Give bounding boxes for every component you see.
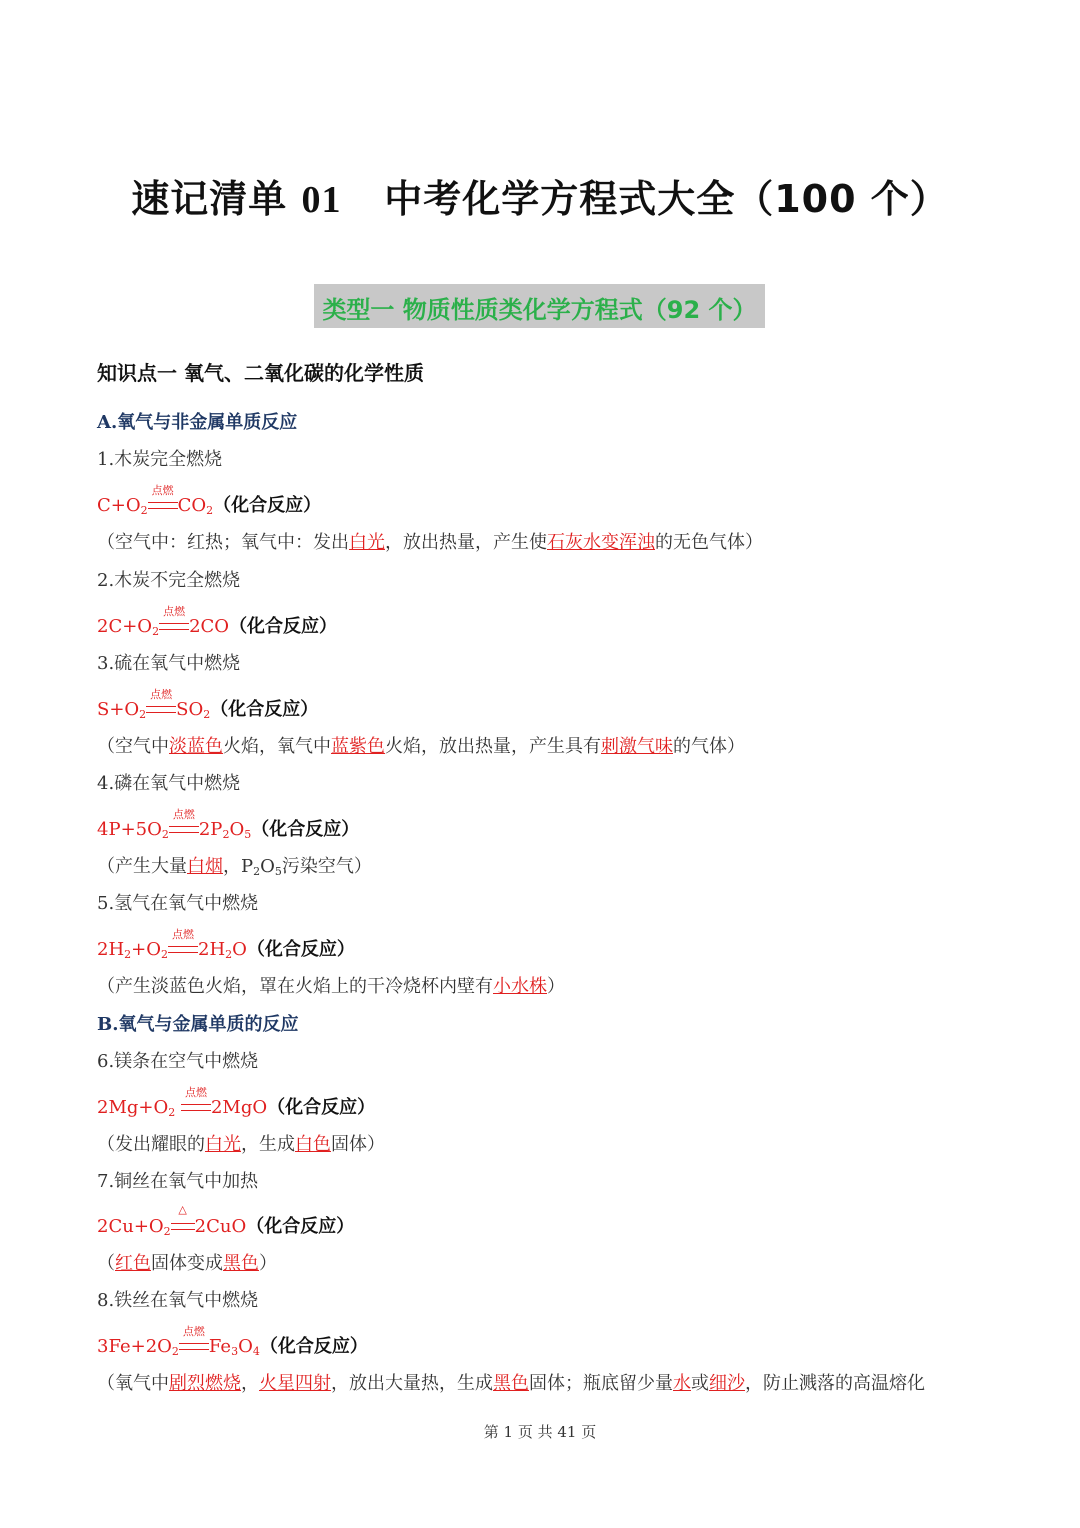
equation-2: $2C+O_2$ 点燃 2CO（化合反应） [97, 605, 338, 638]
note-7: （红色固体变成黑色） [97, 1253, 277, 1274]
item-7: 7.铜丝在氧气中加热 [97, 1171, 259, 1192]
condition-heat: △ [171, 1218, 195, 1236]
type-heading: 类型一 物质性质类化学方程式（92 个） [322, 296, 757, 324]
condition-ignite: 点燃 [168, 941, 198, 959]
condition-ignite: 点燃 [159, 618, 189, 636]
condition-ignite: 点燃 [179, 1338, 209, 1356]
item-8: 8.铁丝在氧气中燃烧 [97, 1290, 259, 1311]
page-footer: 第 1 页 共 41 页 [483, 1423, 597, 1441]
knowledge-point-heading: 知识点一 氧气、二氧化碳的化学性质 [97, 361, 424, 385]
section-b-heading: B.氧气与金属单质的反应 [97, 1014, 299, 1035]
equation-4: $4P+5O_2$ 点燃 $2P_2O_5$（化合反应） [97, 808, 360, 841]
item-2: 2.木炭不完全燃烧 [97, 570, 241, 591]
condition-ignite: 点燃 [146, 701, 176, 719]
note-1: （空气中：红热；氧气中：发出白光，放出热量，产生使石灰水变浑浊的无色气体） [97, 532, 763, 553]
item-5: 5.氢气在氧气中燃烧 [97, 893, 259, 914]
note-4: （产生大量白烟，$P_2O_5$污染空气） [97, 856, 372, 878]
item-1: 1.木炭完全燃烧 [97, 449, 223, 470]
equation-7: $2Cu+O_2$ △ 2CuO（化合反应） [97, 1203, 355, 1238]
item-3: 3.硫在氧气中燃烧 [97, 653, 241, 674]
item-4: 4.磷在氧气中燃烧 [97, 773, 241, 794]
equation-6: $2Mg+O_2$ 点燃 2MgO（化合反应） [97, 1086, 376, 1119]
note-6: （发出耀眼的白光，生成白色固体） [97, 1134, 385, 1155]
item-6: 6.镁条在空气中燃烧 [97, 1051, 259, 1072]
condition-ignite: 点燃 [181, 1099, 211, 1117]
condition-ignite: 点燃 [148, 497, 178, 515]
condition-ignite: 点燃 [169, 821, 199, 839]
page-title: 速记清单 01 中考化学方程式大全（100 个） [131, 177, 949, 221]
section-a-heading: A.氧气与非金属单质反应 [97, 412, 298, 433]
equation-8: $3Fe+2O_2$ 点燃 $Fe_3O_4$（化合反应） [97, 1325, 368, 1358]
equation-1: $C+O_2$ 点燃 $CO_2$（化合反应） [97, 484, 322, 517]
equation-3: $S+O_2$ 点燃 $SO_2$（化合反应） [97, 688, 319, 721]
note-8: （氧气中剧烈燃烧，火星四射，放出大量热，生成黑色固体；瓶底留少量水或细沙，防止溅落的高温熔化 [97, 1373, 925, 1394]
note-3: （空气中淡蓝色火焰，氧气中蓝紫色火焰，放出热量，产生具有刺激气味的气体） [97, 736, 745, 757]
equation-5: $2H_2+O_2$ 点燃 $2H_2O$（化合反应） [97, 928, 355, 961]
note-5: （产生淡蓝色火焰，罩在火焰上的干冷烧杯内壁有小水株） [97, 976, 565, 997]
